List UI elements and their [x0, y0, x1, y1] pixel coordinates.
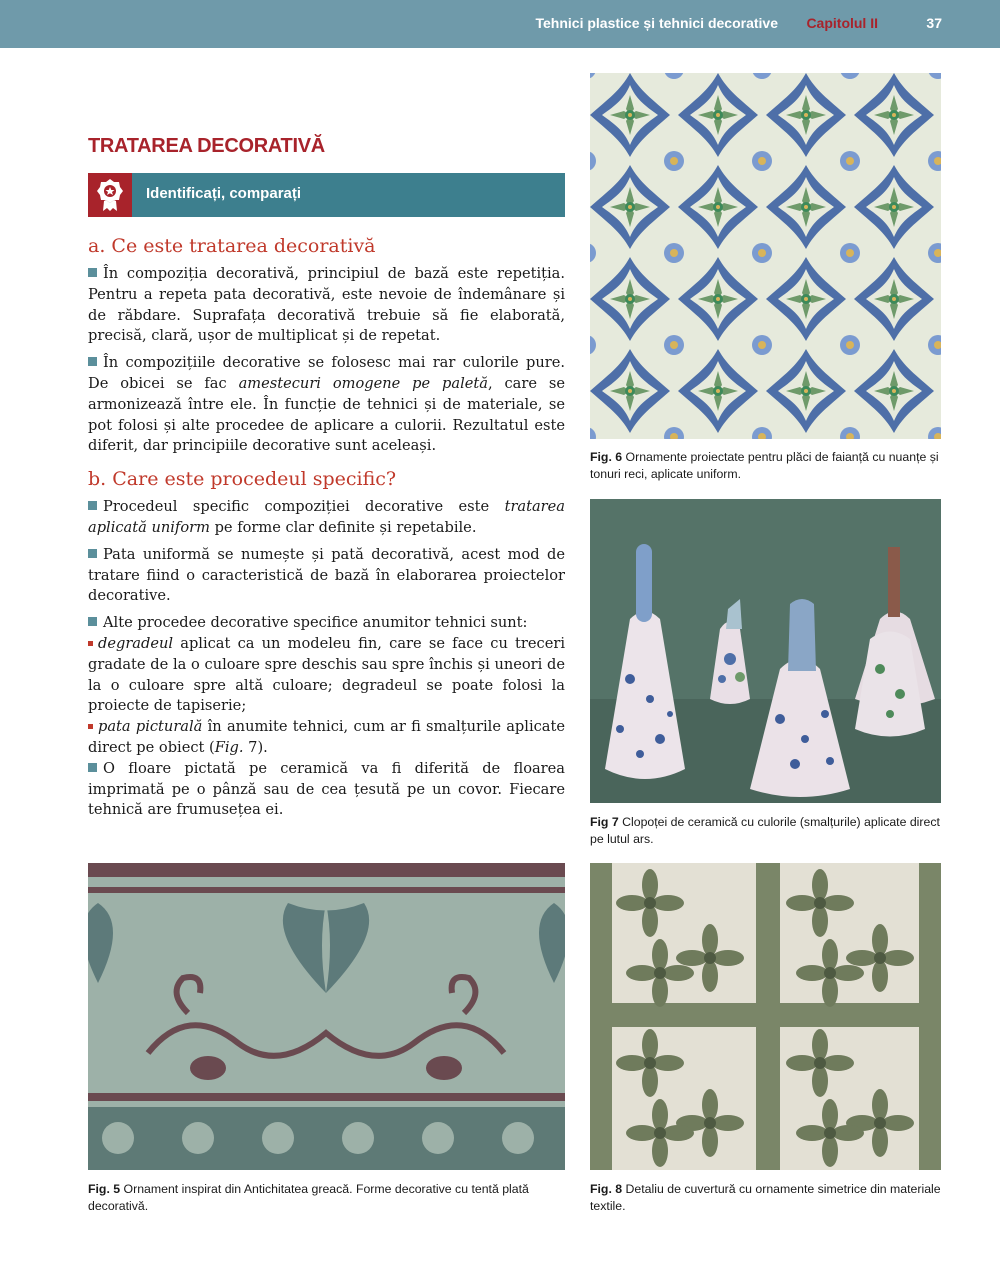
fig7-bells-image: [590, 499, 941, 803]
fig6-tile-image: [590, 73, 941, 439]
bullet-square-icon: [88, 549, 97, 558]
page-title: TRATAREA DECORATIVĂ: [88, 135, 325, 157]
fig6-caption: Fig. 6 Ornamente proiectate pentru plăci de faianță cu nuanțe și tonuri reci, aplicate uniform.: [590, 450, 939, 481]
bullet-small-square-icon: [88, 641, 93, 646]
section-a-paragraph-2: În compozițiile decorative se folosesc mai rar culorile pure. De obicei se fac amestecuri omogene pe paletă, care se armonizează între ele. În funcție de tehnici și de materiale, se pot folosi și alte procedee de aplicare a culorii. Rezultatul este diferit, dar principiile decorative sunt aceleași.: [88, 354, 565, 455]
bullet-square-icon: [88, 268, 97, 277]
header-chapter: Capitolul II: [806, 15, 878, 31]
bullet-small-square-icon: [88, 724, 93, 729]
award-ribbon-icon: [88, 173, 132, 217]
page-number: 37: [926, 15, 942, 31]
bullet-square-icon: [88, 617, 97, 626]
main-text: [88, 234, 565, 827]
bullet-square-icon: [88, 357, 97, 366]
fig7-caption: Fig 7 Clopoței de ceramică cu culorile (smalțurile) aplicate direct pe lutul ars.: [590, 815, 940, 846]
section-b-paragraph-6: O floare pictată pe ceramică va fi diferită de floarea imprimată pe o pânză sau de cea țesută pe un covor. Fiecare tehnică are frumusețea ei.: [88, 759, 565, 819]
fig5-ornament-image: [88, 863, 565, 1170]
activity-bar: [88, 173, 565, 217]
activity-badge: [88, 173, 132, 217]
fig8-quilt-image: [590, 863, 941, 1170]
fig8-caption: Fig. 8 Detaliu de cuvertură cu ornamente simetrice din materiale textile.: [590, 1182, 941, 1213]
section-a-paragraph-1: În compoziția decorativă, principiul de bază este repetiția. Pentru a repeta pata decorativă, este nevoie de îndemânare și de răbdare. Suprafața decorativă trebuie să fie elaborată, precisă, clară, ușor de multiplicat și de repetat.: [88, 265, 565, 345]
activity-label: Identificați, comparați: [146, 185, 302, 202]
section-a-heading: a. Ce este tratarea decorativă: [88, 235, 376, 257]
fig5-caption: Fig. 5 Ornament inspirat din Antichitatea greacă. Forme decorative cu tentă plată decorativă.: [88, 1182, 529, 1213]
section-b-paragraph-1: Procedeul specific compoziției decorative este tratarea aplicată uniform pe forme clar definite și repetabile.: [88, 498, 565, 536]
section-b-paragraph-3: Alte procedee decorative specifice anumitor tehnici sunt:: [88, 613, 565, 634]
section-b-paragraph-2: Pata uniformă se numește și pată decorativă, acest mod de tratare fiind o caracteristică de bază în elaborarea proiectelor decorative.: [88, 545, 565, 605]
page-header: [0, 0, 1000, 48]
bullet-square-icon: [88, 763, 97, 772]
section-b-subitem-1: degradeul aplicat ca un modeleu fin, care se face cu treceri gradate de la o culoare spre deschis sau spre închis și uneori de la o culoare spre altă culoare; degradeul se poate folosi la proiecte de tapiserie;: [88, 634, 565, 715]
bullet-square-icon: [88, 501, 97, 510]
section-b-subitem-2: pata picturală în anumite tehnici, cum ar fi smalțurile aplicate direct pe obiect (Fig. 7).: [88, 718, 565, 756]
header-section-title: Tehnici plastice și tehnici decorative: [535, 15, 778, 31]
section-b-heading: b. Care este procedeul specific?: [88, 468, 397, 491]
